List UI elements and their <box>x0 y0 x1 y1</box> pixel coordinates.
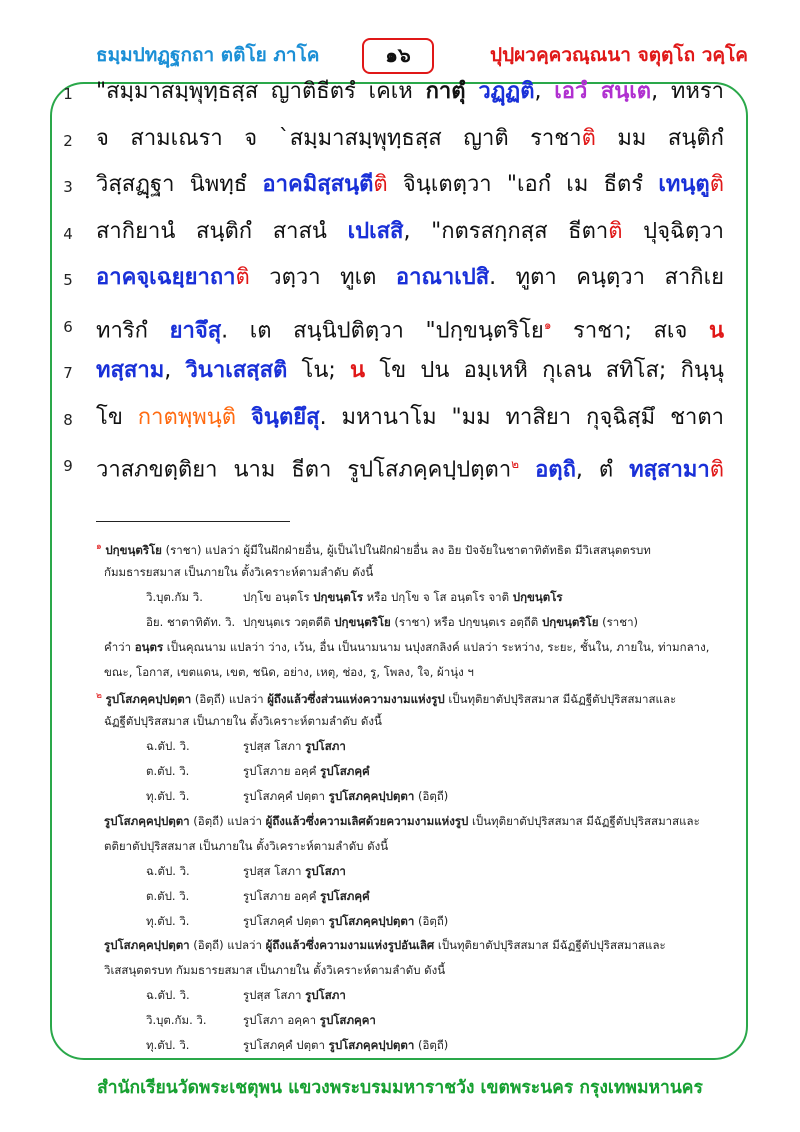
line-text <box>96 398 724 438</box>
text-segment: ปกฺขนฺตริโย <box>541 614 599 629</box>
text-segment: วินาเสสฺสติ <box>185 358 288 383</box>
footnote-line <box>104 562 373 582</box>
analysis-abbreviation: ทุ.ตัป. วิ. <box>146 1038 190 1052</box>
text-segment: เป็นทุติยาตัปปุริสสมาส มีฉัฏฐีตัปปุริสสมาสและ <box>468 813 700 828</box>
line-text <box>96 258 724 298</box>
analysis-abbreviation: ฉ.ตัป. วิ. <box>146 988 190 1003</box>
footnote-marker: ๒ <box>96 691 102 702</box>
text-segment: เอวํ สนฺเต <box>554 79 652 104</box>
text-segment: รูปโสภคฺคปฺปตฺตา <box>104 813 190 828</box>
line-number: 5 <box>63 271 73 289</box>
text-segment: ปุจฺฉิตฺวา <box>622 218 724 244</box>
analysis-abbreviation: ฉ.ตัป. วิ. <box>146 863 190 878</box>
text-segment: ปกฺโข อนฺตโร <box>243 589 314 604</box>
text-line <box>0 351 800 391</box>
text-segment: น <box>708 317 724 343</box>
text-segment: ติ <box>581 125 596 151</box>
line-text <box>96 72 724 112</box>
text-segment: เป็นคุณนาม แปลว่า ว่าง, เว้น, อื่น เป็นนามนาม นปุงสกลิงค์ แปลว่า ระหว่าง, ระยะ, ชั้นใน, ภายใน, ท่ามกลาง, <box>163 639 710 654</box>
footnote-line <box>96 537 651 560</box>
text-line <box>0 444 800 484</box>
text-segment: ปกฺขนฺตริโย <box>105 542 162 557</box>
text-segment: ปกฺขนฺตริโย <box>334 614 391 629</box>
footnote-line <box>104 662 474 682</box>
text-segment: กาตพฺพนฺติ <box>137 404 237 430</box>
text-segment: (อิตฺถี) <box>414 913 449 928</box>
text-segment: วฏฺฏติ <box>478 79 535 104</box>
text-segment: หรือ ปกฺโข จ โส อนฺตโร จาติ <box>363 589 513 604</box>
text-segment: (ราชา) หรือ ปกฺขนฺตเร อตฺถีติ <box>390 614 542 629</box>
text-line <box>0 398 800 438</box>
line-number: 2 <box>63 131 73 150</box>
text-segment: เปเสสิ <box>347 218 404 244</box>
footnote-marker: ๑ <box>96 542 102 552</box>
footnote-line <box>96 686 676 709</box>
line-number: 9 <box>63 457 73 475</box>
text-segment: จินฺเตตฺวา "เอกํ เม ธีตรํ <box>387 172 659 197</box>
text-segment: ฉัฏฐีตัปปุริสสมาส เป็นภายใน ตั้งวิเคราะห์ตามลำดับ ดังนี้ <box>104 714 382 729</box>
analysis-abbreviation: ต.ตัป. วิ. <box>146 888 190 903</box>
line-text <box>96 305 724 351</box>
text-segment: รูปโสภา <box>305 739 346 754</box>
analysis-abbreviation: ต.ตัป. วิ. <box>146 764 190 779</box>
text-segment: . เต สนฺนิปติตฺวา "ปกฺขนฺตริโย <box>221 317 544 343</box>
text-line <box>0 165 800 205</box>
text-segment: ทาริกํ <box>96 317 170 343</box>
text-segment: รูปโสภคฺคปฺปตฺตา <box>328 789 415 803</box>
text-segment: (อิตฺถี) แปลว่า <box>189 938 266 953</box>
text-segment: อาคจฺเฉยฺยาถา <box>96 265 236 290</box>
text-segment: อาคมิสฺสนฺตี <box>262 172 374 197</box>
text-segment: อนฺตร <box>134 639 164 654</box>
analysis-abbreviation: ทุ.ตัป. วิ. <box>146 789 190 803</box>
text-segment: ผู้ถึงแล้วซึ่งความงามแห่งรูปอันเลิศ <box>265 938 435 953</box>
text-segment: ทสฺสามา <box>629 457 710 483</box>
text-segment: อาณาเปสิ <box>395 265 490 290</box>
text-segment: วตฺวา ทูเต <box>249 265 396 290</box>
footnote-line <box>146 861 346 881</box>
text-segment: อตฺถิ <box>535 457 576 483</box>
text-segment: รูปโสภคฺคํ <box>320 764 370 779</box>
footnote-marker: ๒ <box>511 457 520 471</box>
line-text <box>96 165 724 205</box>
text-segment: (อิตฺถี) แปลว่า <box>189 813 266 828</box>
text-segment: ตติยาตัปปุริสสมาส เป็นภายใน ตั้งวิเคราะห์ตามลำดับ ดังนี้ <box>104 838 389 853</box>
text-segment: (อิตฺถี) แปลว่า <box>191 692 268 707</box>
text-segment: เป็นทุติยาตัปปุริสสมาส มีฉัฏฐีตัปปุริสสมาสและ <box>434 938 666 953</box>
text-segment: น <box>350 358 366 383</box>
analysis-abbreviation: ทุ.ตัป. วิ. <box>146 913 190 928</box>
footnote-marker: ๑ <box>543 317 552 332</box>
text-segment: วิสฺสฏฺฐา นิพทฺธํ <box>96 172 263 197</box>
analysis-abbreviation: ฉ.ตัป. วิ. <box>146 739 190 754</box>
text-segment: รูปโสภคฺคา <box>319 1013 376 1028</box>
text-segment: รูปโสภคฺคํ ปตฺตา <box>243 913 329 928</box>
footnote-line <box>104 935 666 955</box>
footnote-line <box>146 911 448 931</box>
text-line <box>0 258 800 298</box>
line-number: 8 <box>63 410 73 429</box>
text-segment: "สมฺมาสมฺพุทฺธสฺส ญาติธีตรํ เคเห <box>96 79 426 104</box>
text-segment: รูปโสภคฺคํ ปตฺตา <box>243 1038 329 1052</box>
text-segment: โน; <box>287 358 351 383</box>
analysis-abbreviation: อิย. ชาตาทิตัท. วิ. <box>146 614 236 629</box>
text-segment: ติ <box>709 172 724 197</box>
text-segment: รูปโสภคฺคปฺปตฺตา <box>104 938 190 953</box>
text-segment <box>466 79 479 104</box>
line-text <box>96 119 724 159</box>
page-number: ๑๖ <box>362 38 434 74</box>
text-segment: จินฺตยึสุ <box>251 404 320 430</box>
analysis-abbreviation: วิ.บุต.กัม. วิ. <box>146 1013 207 1028</box>
footnote-line <box>146 587 563 607</box>
text-line <box>0 212 800 252</box>
text-segment: , <box>534 79 555 104</box>
text-segment: ปกฺขนฺตเร วตฺตตีติ <box>243 614 335 629</box>
footnote-line <box>104 711 382 731</box>
footnote-line <box>146 985 346 1005</box>
line-text <box>96 351 724 391</box>
text-line <box>0 119 800 159</box>
text-segment: รูปโสภา <box>305 863 346 878</box>
text-segment: ปกฺขนฺตโร <box>313 589 364 604</box>
text-line <box>0 305 800 345</box>
text-segment: ติ <box>709 457 724 483</box>
analysis-abbreviation: วิ.บุต.กัม วิ. <box>146 589 203 604</box>
text-segment: โข ปน อมฺเหหิ กุเลน สทิโส; กินฺนุ <box>365 358 724 383</box>
text-segment: . ทูตา คนฺตฺวา สากิเย <box>489 265 724 290</box>
text-segment: , ทหรา <box>651 79 724 104</box>
text-segment: . มหานาโม "มม ทาสิยา กุจฺฉิสฺมึ ชาตา <box>319 404 724 430</box>
text-segment: รูปโสภคฺคปฺปตฺตา <box>105 692 192 707</box>
text-segment: (อิตฺถี) <box>414 789 449 803</box>
footnote-line <box>104 811 700 831</box>
text-segment: ขณะ, โอกาส, เขตแดน, เขต, ชนิด, อย่าง, เหตุ, ช่อง, รู, โพลง, ใจ, ผ้านุ่ง ฯ <box>104 664 474 679</box>
text-segment: รูปสฺส โสภา <box>243 739 306 754</box>
text-segment: ผู้ถึงแล้วซึ่งส่วนแห่งความงามแห่งรูป <box>267 692 445 707</box>
text-segment: ติ <box>608 218 623 244</box>
text-segment: เป็นทุติยาตัปปุริสสมาส มีฉัฏฐีตัปปุริสสมาสและ <box>444 692 677 707</box>
footnote-line <box>146 736 346 756</box>
line-number: 7 <box>63 364 73 382</box>
text-segment: , <box>164 358 186 383</box>
text-segment: (อิตฺถี) <box>414 1038 449 1052</box>
text-segment: , ตํ <box>575 457 630 483</box>
text-segment: มม สนฺติกํ <box>595 125 724 151</box>
line-text <box>96 212 724 252</box>
footnote-line <box>104 960 445 980</box>
footnote-line <box>104 637 709 657</box>
text-segment: วิเสสนุตตรบท กัมมธารยสมาส เป็นภายใน ตั้งวิเคราะห์ตามลำดับ ดังนี้ <box>104 963 446 978</box>
header-right-title: ปุปฺผวคฺควณฺณนา จตุตฺโถ วคฺโค <box>490 44 748 66</box>
text-line <box>0 72 800 112</box>
text-segment: ราชา; สเจ <box>551 317 709 343</box>
text-segment: (ราชา) แปลว่า ผู้มีในฝักฝ่ายอื่น, ผู้เป็นไปในฝักฝ่ายอื่น ลง อิย ปัจจัยในชาตาทิตัทธิต มีวิเสสนุตตรบท <box>161 542 651 557</box>
text-segment: กาตุํ <box>425 79 466 104</box>
text-segment: สากิยานํ สนฺติกํ สาสนํ <box>96 218 348 244</box>
footnote-line <box>146 786 448 806</box>
footnote-line <box>146 1010 376 1030</box>
text-segment: วาสภขตฺติยา นาม ธีตา รูปโสภคฺคปฺปตฺตา <box>96 457 512 483</box>
footnote-line <box>104 836 388 856</box>
text-segment <box>236 405 251 430</box>
text-segment: รูปโสภคฺคํ <box>320 888 370 903</box>
text-segment <box>519 457 535 482</box>
line-text <box>96 444 724 490</box>
line-number: 4 <box>63 224 73 243</box>
text-segment: เทนฺตู <box>658 172 710 197</box>
footnote-line <box>146 612 638 632</box>
footnote-line <box>146 1035 448 1055</box>
text-segment: รูปสฺส โสภา <box>243 863 306 878</box>
text-segment: รูปโสภคฺคปฺปตฺตา <box>328 1038 415 1052</box>
text-segment: , "กตรสกฺกสฺส ธีตา <box>403 218 609 244</box>
footnote-line <box>146 886 370 906</box>
text-segment: ทสฺสาม <box>96 358 165 383</box>
line-number: 6 <box>63 317 73 336</box>
footnote-line <box>146 761 370 781</box>
text-segment: ผู้ถึงแล้วซึ่งความเลิศด้วยความงามแห่งรูป <box>265 813 469 828</box>
footer-text: สำนักเรียนวัดพระเชตุพน แขวงพระบรมมหาราชวัง เขตพระนคร กรุงเทพมหานคร <box>97 1078 703 1098</box>
text-segment: รูปโสภา อคฺคา <box>243 1013 320 1028</box>
line-number: 3 <box>63 178 73 196</box>
text-segment: รูปโสภาย อคฺคํ <box>243 888 321 903</box>
footnote-rule <box>96 521 290 522</box>
text-segment: รูปโสภา <box>305 988 346 1003</box>
text-segment: รูปโสภคฺคํ ปตฺตา <box>243 789 329 803</box>
header-left-title: ธมฺมปทฏฺฐกถา ตติโย ภาโค <box>96 44 320 66</box>
text-segment: จ สามเณรา จ `สมฺมาสมฺพุทฺธสฺส ญาติ ราชา <box>96 125 582 151</box>
text-segment: คำว่า <box>104 639 135 654</box>
text-segment: ยาจึสุ <box>169 317 222 343</box>
text-segment: กัมมธารยสมาส เป็นภายใน ตั้งวิเคราะห์ตามลำดับ ดังนี้ <box>104 564 374 579</box>
text-segment: ปกฺขนฺตโร <box>512 589 563 604</box>
text-segment: โข <box>96 404 138 430</box>
text-segment: รูปสฺส โสภา <box>243 988 306 1003</box>
text-segment: (ราชา) <box>598 614 639 629</box>
line-number: 1 <box>63 85 73 103</box>
text-segment: ติ <box>235 265 250 290</box>
text-segment: รูปโสภาย อคฺคํ <box>243 764 321 779</box>
text-segment: รูปโสภคฺคปฺปตฺตา <box>328 913 415 928</box>
text-segment: ติ <box>373 172 388 197</box>
